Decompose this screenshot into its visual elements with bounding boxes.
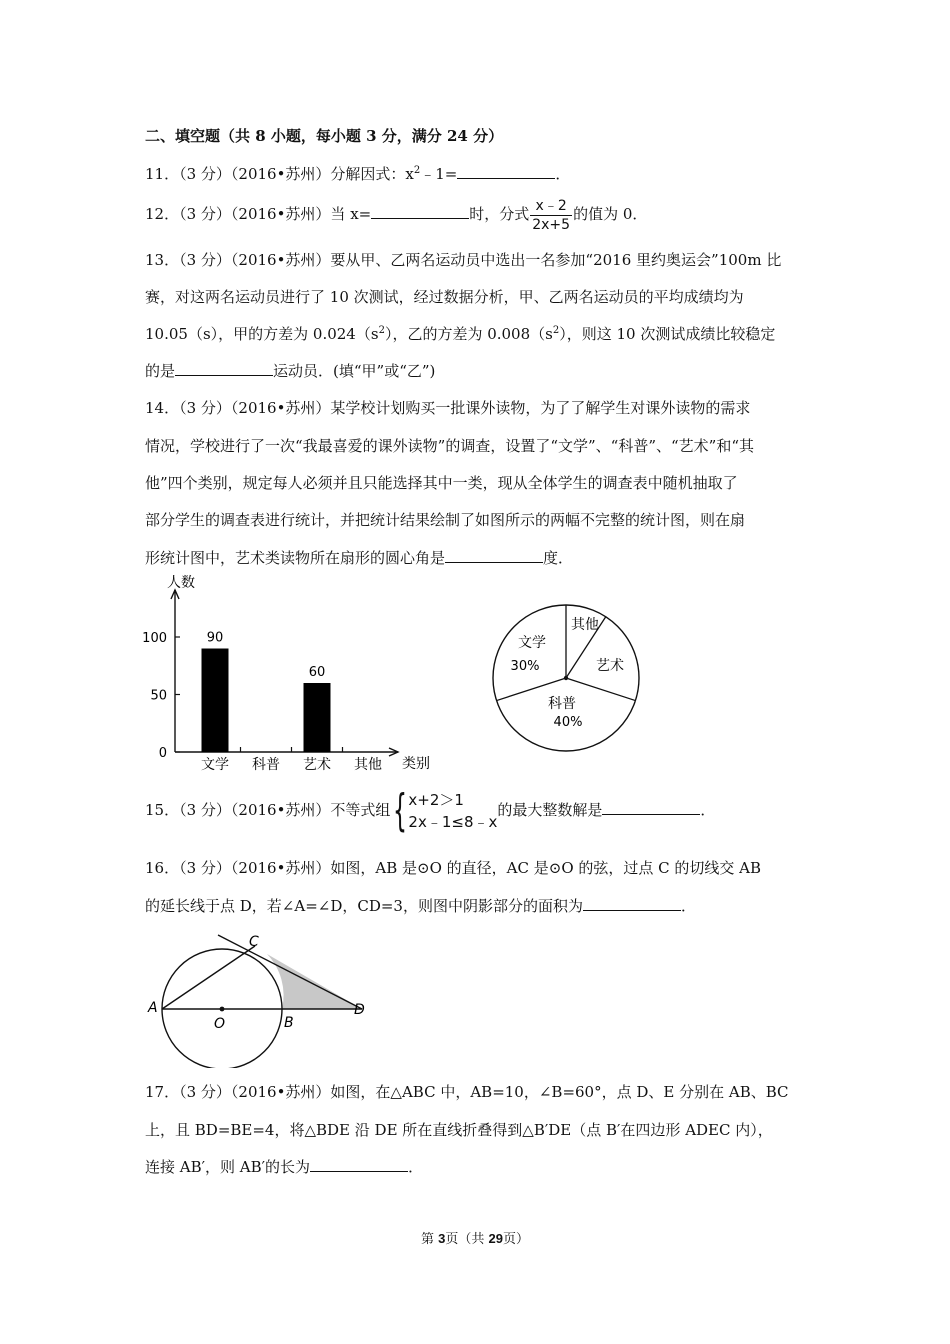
q13-line-2: 赛，对这两名运动员进行了 10 次测试，经过数据分析，甲、乙两名运动员的平均成绩均为 (145, 288, 744, 306)
pie-chart (488, 600, 644, 756)
page-footer (0, 1228, 950, 1247)
x-axis-title: 类别 (402, 756, 430, 772)
pie-slice-label: 艺术 (596, 658, 624, 674)
page-number: 3 (438, 1231, 446, 1246)
q13-exponent: 2 (378, 325, 385, 336)
q13-line-3 (145, 324, 775, 344)
chord-ac (162, 946, 255, 1009)
q13-l4b: 运动员．(填“甲”或“乙”) (273, 362, 436, 380)
circle-tangent-figure (140, 928, 380, 1068)
q15-suffix: 的最大整数解是 (497, 801, 603, 819)
q14-line-3: 他”四个类别，规定每人必须并且只能选择其中一类，现从全体学生的调查表中随机抽取了 (145, 474, 738, 492)
y-tick-label: 0 (158, 746, 167, 761)
page-total: 29 (488, 1231, 503, 1246)
fraction-denominator: 2x+5 (532, 216, 571, 233)
footer-post: 页） (502, 1232, 529, 1247)
q17-line-3 (145, 1157, 423, 1177)
q16-l2b: ． (680, 897, 696, 915)
q11-prefix: 11．（3 分）（2016•苏州）分解因式：x (145, 165, 414, 183)
pie-divider-2 (566, 678, 635, 701)
q14-l5a: 形统计图中，艺术类读物所在扇形的圆心角是 (145, 549, 446, 567)
q13-line-4 (145, 361, 435, 381)
q17-l3b: ． (408, 1158, 424, 1176)
q14-line-5 (145, 548, 573, 568)
x-tick-label: 科普 (252, 757, 280, 773)
q12-prefix: 12．（3 分）（2016•苏州）当 x= (145, 205, 372, 223)
label-b: B (284, 1015, 294, 1031)
x-tick-label: 文学 (201, 757, 229, 773)
q15-prefix: 15．（3 分）（2016•苏州）不等式组 (145, 801, 391, 819)
left-brace: { (393, 785, 408, 836)
answer-blank[interactable] (583, 896, 681, 911)
q11-suffix: ﹣1= (420, 165, 458, 183)
pie-slice-label: 科普 (548, 696, 576, 712)
q16-l2a: 的延长线于点 D，若∠A=∠D，CD=3，则图中阴影部分的面积为 (145, 897, 583, 915)
q13-l4a: 的是 (145, 362, 176, 380)
q15-end: ． (700, 801, 716, 819)
bar-data-label: 90 (206, 630, 224, 646)
x-tick-label: 其他 (354, 757, 382, 773)
y-tick-label: 50 (150, 688, 167, 704)
answer-blank[interactable] (602, 800, 700, 815)
q14-line-1: 14．（3 分）（2016•苏州）某学校计划购买一批课外读物，为了了解学生对课外读物的需求 (145, 399, 751, 417)
bar-chart (140, 572, 450, 777)
q14-line-4: 部分学生的调查表进行统计，并把统计结果绘制了如图所示的两幅不完整的统计图，则在扇 (145, 511, 746, 529)
answer-blank[interactable] (457, 164, 555, 179)
q13-line-1: 13．（3 分）（2016•苏州）要从甲、乙两名运动员中选出一名参加“2016 里约奥运会”100m 比 (145, 251, 782, 269)
y-axis-title: 人数 (167, 575, 195, 591)
inequality-system (408, 789, 497, 833)
answer-blank[interactable] (310, 1157, 408, 1172)
q13-l3c: ），则这 10 次测试成绩比较稳定 (559, 325, 776, 343)
q14-l5b: 度． (543, 549, 574, 567)
q11-end: ． (555, 165, 571, 183)
footer-mid: 页（共 (445, 1232, 489, 1247)
label-a: A (148, 1000, 158, 1016)
footer-pre: 第 (421, 1232, 439, 1247)
section-title: 二、填空题（共 8 小题，每小题 3 分，满分 24 分） (145, 127, 504, 145)
y-tick-label: 100 (142, 631, 167, 646)
label-o: O (214, 1016, 226, 1032)
q17-line-2: 上，且 BD=BE=4，将△BDE 沿 DE 所在直线折叠得到△B′DE（点 B′在四边形 ADEC 内）， (145, 1121, 773, 1139)
label-c: C (249, 934, 259, 950)
q14-line-2: 情况，学校进行了一次“我最喜爱的课外读物”的调查，设置了“文学”、“科普”、“艺术”和“其 (145, 437, 755, 455)
bar-2 (304, 683, 331, 752)
pie-center (564, 676, 568, 680)
pie-slice-label: 其他 (571, 617, 599, 633)
answer-blank[interactable] (175, 361, 273, 376)
question-11 (145, 164, 570, 184)
q11-exponent: 2 (413, 165, 421, 176)
q17-l3a: 连接 AB′，则 AB′的长为 (145, 1158, 311, 1176)
question-15 (145, 786, 715, 834)
q13-l3b: ），乙的方差为 0.008（s (384, 325, 553, 343)
pie-slice-percent: 30% (510, 659, 540, 674)
pie-slice-label: 文学 (518, 635, 546, 651)
q12-suffix: 的值为 0． (573, 205, 648, 223)
fraction (530, 197, 572, 234)
q13-l3a: 10.05（s），甲的方差为 0.024（s (145, 325, 379, 343)
x-tick-label: 艺术 (303, 757, 331, 773)
bar-0 (202, 649, 229, 753)
answer-blank[interactable] (371, 204, 469, 219)
question-12 (145, 196, 647, 234)
inequality-row-1: x+2＞1 (408, 791, 464, 809)
answer-blank[interactable] (445, 548, 543, 563)
pie-slice-percent: 40% (553, 715, 583, 730)
center-point (220, 1007, 225, 1012)
q16-line-1: 16．（3 分）（2016•苏州）如图，AB 是⊙O 的直径，AC 是⊙O 的弦，过点 C 的切线交 AB (145, 859, 762, 877)
bar-data-label: 60 (308, 665, 326, 680)
q12-mid: 时，分式 (469, 205, 530, 223)
q17-line-1: 17．（3 分）（2016•苏州）如图，在△ABC 中，AB=10，∠B=60°，点 D、E 分别在 AB、BC (145, 1083, 789, 1101)
q13-exponent: 2 (552, 325, 560, 336)
label-d: D (354, 1002, 365, 1018)
inequality-row-2: 2x﹣1≤8﹣x (408, 813, 498, 831)
q16-line-2 (145, 896, 696, 916)
fraction-numerator: x﹣2 (530, 197, 572, 216)
